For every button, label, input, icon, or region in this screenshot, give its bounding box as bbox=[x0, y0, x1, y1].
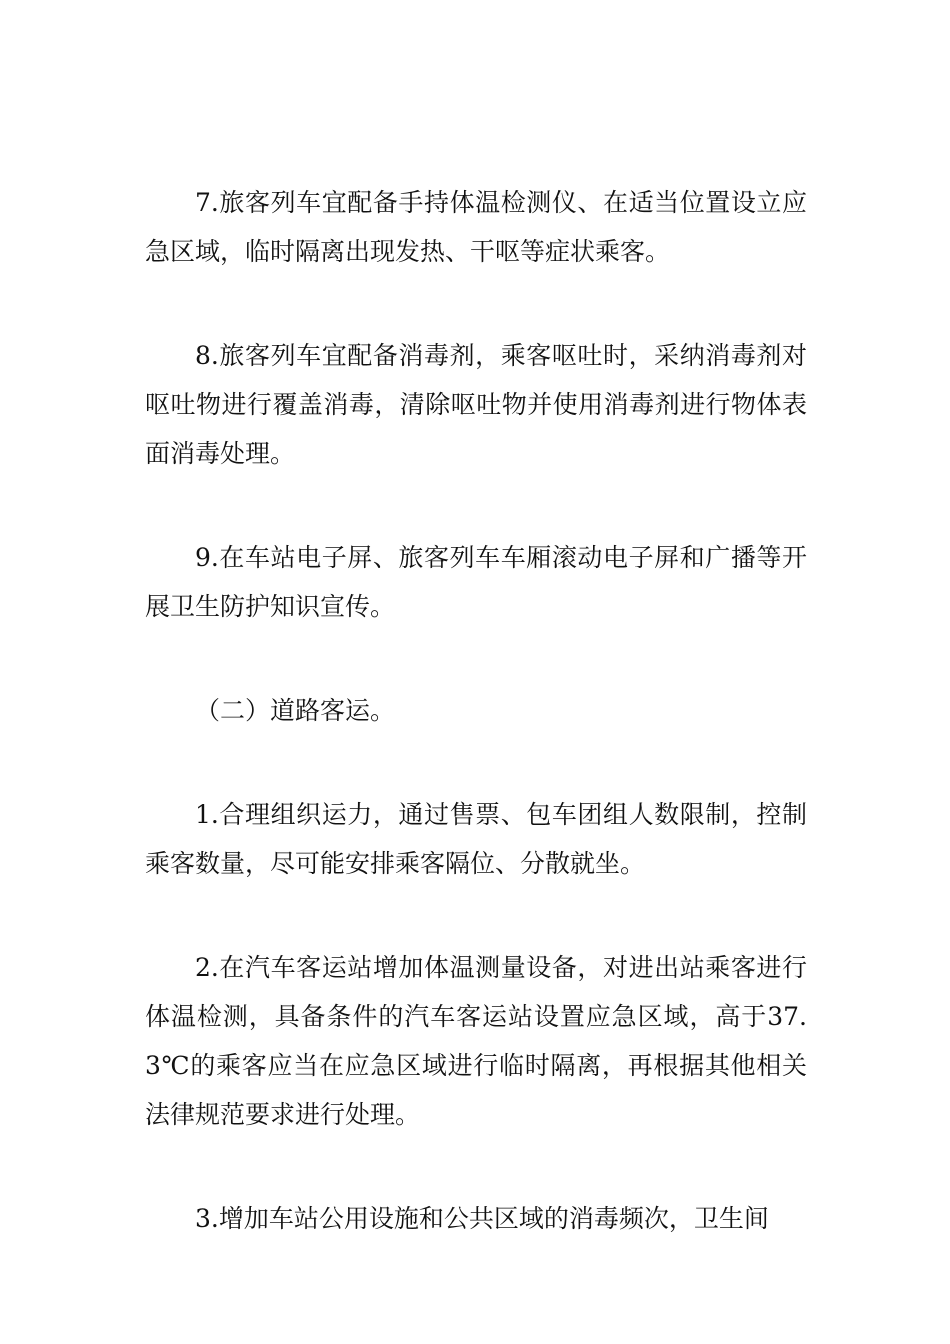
section-heading-road-passenger-transport: （二）道路客运。 bbox=[195, 696, 396, 725]
paragraph-train-thermometer: 7.旅客列车宜配备手持体温检测仪、在适当位置设立应急区域，临时隔离出现发热、干呕等症状乘客。 bbox=[145, 188, 807, 266]
paragraph-spacer bbox=[145, 276, 807, 331]
paragraph-temperature-screening: 2.在汽车客运站增加体温测量设备，对进出站乘客进行体温检测，具备条件的汽车客运站设置应急区域，高于37.3℃的乘客应当在应急区域进行临时隔离，再根据其他相关法律规范要求进行处理。 bbox=[145, 953, 807, 1129]
paragraph-spacer bbox=[145, 888, 807, 943]
paragraph-spacer bbox=[145, 478, 807, 533]
paragraph-spacer bbox=[145, 1139, 807, 1194]
document-body bbox=[145, 178, 807, 1243]
paragraph-spacer bbox=[145, 735, 807, 790]
paragraph-train-disinfectant: 8.旅客列车宜配备消毒剂，乘客呕吐时，采纳消毒剂对呕吐物进行覆盖消毒，清除呕吐物并使用消毒剂进行物体表面消毒处理。 bbox=[145, 341, 807, 468]
paragraph-capacity-control: 1.合理组织运力，通过售票、包车团组人数限制，控制乘客数量，尽可能安排乘客隔位、分散就坐。 bbox=[145, 800, 807, 878]
paragraph-spacer bbox=[145, 631, 807, 686]
paragraph-station-disinfection: 3.增加车站公用设施和公共区域的消毒频次，卫生间 bbox=[195, 1204, 769, 1233]
paragraph-screen-publicity: 9.在车站电子屏、旅客列车车厢滚动电子屏和广播等开展卫生防护知识宣传。 bbox=[145, 543, 807, 621]
